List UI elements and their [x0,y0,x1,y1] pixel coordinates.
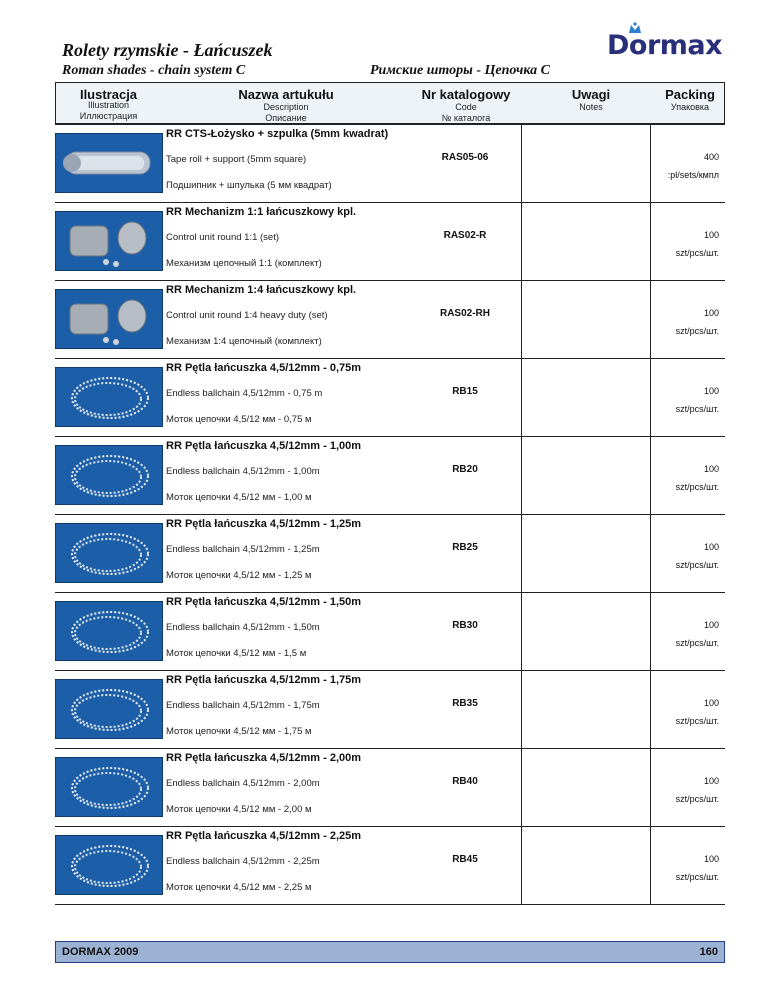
description-ru: Механизм цепочный 1:1 (комплект) [166,258,322,269]
pack-unit: szt/pcs/шт. [675,716,719,726]
pack-unit: szt/pcs/шт. [675,872,719,882]
col-name-sub2: Описание [265,113,307,123]
description-ru: Моток цепочки 4,5/12 мм - 1,25 м [166,570,312,581]
notes-divider-right [650,124,651,904]
description-ru: Моток цепочки 4,5/12 мм - 0,75 м [166,414,312,425]
description-en: Endless ballchain 4,5/12mm - 1,50m [166,622,320,633]
col-name-title: Nazwa artukułu [238,87,334,102]
row-title: RR Pętla łańcuszka 4,5/12mm - 1,25m [166,518,362,530]
pack-unit: szt/pcs/шт. [675,326,719,336]
product-photo [55,835,163,895]
col-code-sub2: № каталога [441,113,491,123]
catalog-code: RB25 [452,542,478,553]
col-code-title: Nr katalogowy [421,87,511,102]
description-en: Control unit round 1:4 heavy duty (set) [166,310,328,321]
description-en: Control unit round 1:1 (set) [166,232,280,243]
catalog-code: RB30 [452,620,478,631]
description-ru: Моток цепочки 4,5/12 мм - 1,00 м [166,492,312,503]
pack-quantity: 100 [703,776,719,786]
description-ru: Моток цепочки 4,5/12 мм - 2,25 м [166,882,312,893]
catalog-code: RAS02-RH [439,308,490,319]
page-subtitle-en: Roman shades - chain system C [62,63,246,78]
pack-quantity: 100 [703,854,719,864]
description-ru: Механизм 1:4 цепочный (комплект) [166,336,322,347]
col-illustration-title: Ilustracja [79,87,138,102]
page-footer [55,941,725,963]
catalog-code: RB15 [452,386,478,397]
catalog-code: RB20 [452,464,478,475]
col-notes-sub1: Notes [579,102,603,112]
product-photo [55,211,163,271]
table-header [55,82,725,124]
row-title: RR Pętla łańcuszka 4,5/12mm - 0,75m [166,362,362,374]
product-photo [55,367,163,427]
row-title: RR Mechanizm 1:4 łańcuszkowy kpl. [166,284,357,296]
pack-unit: szt/pcs/шт. [675,404,719,414]
description-en: Endless ballchain 4,5/12mm - 2,00m [166,778,320,789]
description-ru: Моток цепочки 4,5/12 мм - 1,75 м [166,726,312,737]
page-number: 160 [699,946,718,958]
row-title: RR Pętla łańcuszka 4,5/12mm - 1,50m [166,596,362,608]
col-packing-title: Packing [665,87,715,102]
description-en: Tape roll + support (5mm square) [166,154,307,165]
row-title: RR Pętla łańcuszka 4,5/12mm - 2,00m [166,752,362,764]
row-title: RR CTS-Łożysko + szpulka (5mm kwadrat) [166,128,389,140]
pack-unit: szt/pcs/шт. [675,248,719,258]
description-en: Endless ballchain 4,5/12mm - 1,00m [166,466,320,477]
pack-quantity: 100 [703,386,719,396]
pack-quantity: 100 [703,620,719,630]
page-subtitle-ru: Римские шторы - Цепочка C [370,63,550,78]
pack-quantity: 400 [703,152,719,162]
footer-year: DORMAX 2009 [62,946,139,958]
dormax-logo [607,30,723,66]
row-title: RR Mechanizm 1:1 łańcuszkowy kpl. [166,206,357,218]
col-illustration-sub1: Illustration [87,100,130,110]
catalog-code: RB40 [452,776,478,787]
table-bottom-rule [55,904,725,905]
catalog-code: RB35 [452,698,478,709]
description-en: Endless ballchain 4,5/12mm - 1,75m [166,700,320,711]
catalog-code: RB45 [452,854,478,865]
row-title: RR Pętla łańcuszka 4,5/12mm - 1,00m [166,440,362,452]
product-photo [55,601,163,661]
row-title: RR Pętla łańcuszka 4,5/12mm - 1,75m [166,674,362,686]
pack-unit: szt/pcs/шт. [675,794,719,804]
col-name-sub1: Description [263,102,309,112]
catalog-code: RAS02-R [443,230,487,241]
row-title: RR Pętla łańcuszka 4,5/12mm - 2,25m [166,830,362,842]
col-illustration-sub2: Иллюстрация [79,111,138,121]
product-photo [55,289,163,349]
description-ru: Моток цепочки 4,5/12 мм - 2,00 м [166,804,312,815]
page-title: Rolety rzymskie - Łańcuszek [62,40,273,60]
description-en: Endless ballchain 4,5/12mm - 1,25m [166,544,320,555]
description-en: Endless ballchain 4,5/12mm - 2,25m [166,856,320,867]
pack-unit: szt/pcs/шт. [675,560,719,570]
logo-text: Dormax [607,30,723,61]
pack-quantity: 100 [703,308,719,318]
notes-divider-left [521,124,522,904]
product-photo [55,523,163,583]
col-notes-title: Uwagi [571,87,611,102]
catalog-code: RAS05-06 [441,152,489,163]
pack-quantity: 100 [703,698,719,708]
product-photo [55,133,163,193]
pack-quantity: 100 [703,542,719,552]
pack-quantity: 100 [703,230,719,240]
description-ru: Подшипник + шпулька (5 мм квадрат) [166,180,332,191]
product-photo [55,757,163,817]
description-en: Endless ballchain 4,5/12mm - 0,75 m [166,388,323,399]
description-ru: Моток цепочки 4,5/12 мм - 1,5 м [166,648,307,659]
pack-unit: :pl/sets/кмпл [667,170,719,180]
pack-unit: szt/pcs/шт. [675,482,719,492]
pack-unit: szt/pcs/шт. [675,638,719,648]
product-photo [55,445,163,505]
pack-quantity: 100 [703,464,719,474]
col-code-sub1: Code [455,102,477,112]
product-photo [55,679,163,739]
col-packing-sub1: Упаковка [670,102,710,112]
